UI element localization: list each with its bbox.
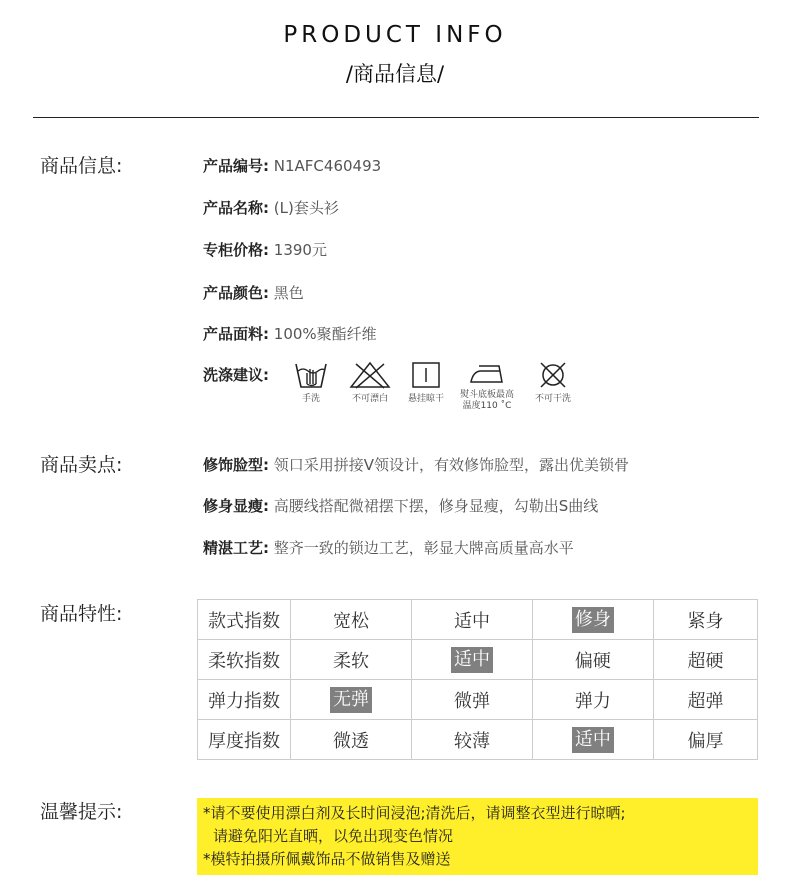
care-iron xyxy=(456,360,518,412)
feature-option: 偏硬 xyxy=(574,650,611,672)
feature-row-label: 柔软指数 xyxy=(198,640,291,680)
feature-option-cell xyxy=(411,720,532,760)
page-title-en: PRODUCT INFO xyxy=(283,22,507,48)
feature-option: 微弹 xyxy=(453,690,490,712)
care-no-bleach-caption: 不可漂白 xyxy=(351,394,388,404)
feature-option-cell xyxy=(411,640,532,680)
feature-row xyxy=(198,720,758,760)
feature-option-cell xyxy=(291,640,412,680)
feature-row xyxy=(198,680,758,720)
feature-option-cell xyxy=(291,720,412,760)
feature-option-selected: 无弹 xyxy=(330,687,372,713)
info-name-row xyxy=(203,197,339,218)
tip-line-1: *请不要使用漂白剂及长时间浸泡;清洗后，请调整衣型进行晾晒; xyxy=(203,804,626,822)
feature-option-cell xyxy=(653,640,757,680)
info-fabric-label: 产品面料: xyxy=(203,325,269,343)
selling-point-1-label: 修饰脸型: xyxy=(203,456,269,474)
feature-option-cell xyxy=(411,680,532,720)
selling-point-3-value: 整齐一致的锁边工艺，彰显大牌高质量高水平 xyxy=(273,539,574,557)
feature-option-cell xyxy=(291,600,412,640)
section-title-features: 商品特性: xyxy=(40,603,123,625)
info-code-row xyxy=(203,155,381,176)
feature-option: 较薄 xyxy=(453,730,490,752)
feature-option: 柔软 xyxy=(332,650,369,672)
feature-option: 适中 xyxy=(453,610,490,632)
info-fabric-row xyxy=(203,323,377,344)
no-bleach-icon xyxy=(348,360,392,390)
feature-row-label: 厚度指数 xyxy=(198,720,291,760)
selling-point-1 xyxy=(203,454,629,475)
section-title-selling: 商品卖点: xyxy=(40,454,123,476)
info-price-value: 1390元 xyxy=(273,241,327,259)
no-dry-clean-icon xyxy=(538,360,568,390)
feature-option-cell xyxy=(532,640,653,680)
feature-option: 微透 xyxy=(332,730,369,752)
tip-line-2: 请避免阳光直晒，以免出现变色情况 xyxy=(213,827,454,845)
feature-option: 宽松 xyxy=(332,610,369,632)
info-price-row xyxy=(203,239,327,260)
care-no-dry-clean-caption: 不可干洗 xyxy=(534,394,571,404)
info-color-row xyxy=(203,282,304,303)
care-iron-caption-2: 温度110 ˚C xyxy=(462,401,512,411)
feature-option-cell xyxy=(291,680,412,720)
selling-point-3-label: 精湛工艺: xyxy=(203,539,269,557)
page-title-cn: /商品信息/ xyxy=(345,62,445,86)
selling-point-3 xyxy=(203,537,574,558)
feature-option-cell xyxy=(411,600,532,640)
iron-icon xyxy=(467,360,507,386)
feature-option-cell xyxy=(653,600,757,640)
divider xyxy=(33,117,759,118)
tip-line-3: *模特拍摄所佩戴饰品不做销售及赠送 xyxy=(203,850,451,868)
feature-option: 偏厚 xyxy=(687,730,724,752)
hang-dry-icon xyxy=(411,360,441,390)
care-no-dry-clean xyxy=(528,360,578,405)
info-name-label: 产品名称: xyxy=(203,199,269,217)
tips-box xyxy=(197,798,758,875)
info-code-label: 产品编号: xyxy=(203,157,269,175)
selling-point-1-value: 领口采用拼接V领设计，有效修饰脸型，露出优美锁骨 xyxy=(273,456,630,474)
care-label: 洗涤建议: xyxy=(203,366,269,384)
feature-option-selected: 适中 xyxy=(572,727,614,753)
feature-option-cell xyxy=(532,720,653,760)
feature-row xyxy=(198,600,758,640)
selling-point-2-label: 修身显瘦: xyxy=(203,497,269,515)
feature-table xyxy=(197,599,758,760)
info-code-value: N1AFC460493 xyxy=(273,157,382,175)
care-iron-caption-1: 熨斗底板最高 xyxy=(459,390,514,400)
feature-row-label: 弹力指数 xyxy=(198,680,291,720)
feature-option-cell xyxy=(653,720,757,760)
feature-row xyxy=(198,640,758,680)
info-color-value: 黑色 xyxy=(273,284,304,302)
care-no-bleach xyxy=(345,360,395,405)
info-color-label: 产品颜色: xyxy=(203,284,269,302)
feature-option: 弹力 xyxy=(574,690,611,712)
info-name-value: (L)套头衫 xyxy=(273,199,339,217)
care-hand-wash xyxy=(293,360,329,405)
feature-option-cell xyxy=(532,600,653,640)
selling-point-2 xyxy=(203,495,598,516)
care-hang-dry-caption: 悬挂晾干 xyxy=(407,394,444,404)
section-title-tips: 温馨提示: xyxy=(40,801,123,823)
info-fabric-value: 100%聚酯纤维 xyxy=(273,325,377,343)
feature-option-selected: 修身 xyxy=(572,607,614,633)
feature-option: 超硬 xyxy=(687,650,724,672)
feature-option-selected: 适中 xyxy=(451,647,493,673)
care-hand-wash-caption: 手洗 xyxy=(301,394,320,404)
feature-option: 超弹 xyxy=(687,690,724,712)
feature-row-label: 款式指数 xyxy=(198,600,291,640)
feature-option: 紧身 xyxy=(687,610,724,632)
care-hang-dry xyxy=(401,360,451,405)
info-price-label: 专柜价格: xyxy=(203,241,269,259)
feature-option-cell xyxy=(653,680,757,720)
section-title-info: 商品信息: xyxy=(40,155,123,177)
hand-wash-icon xyxy=(294,360,328,390)
feature-option-cell xyxy=(532,680,653,720)
selling-point-2-value: 高腰线搭配微裙摆下摆，修身显瘦，勾勒出S曲线 xyxy=(273,497,599,515)
